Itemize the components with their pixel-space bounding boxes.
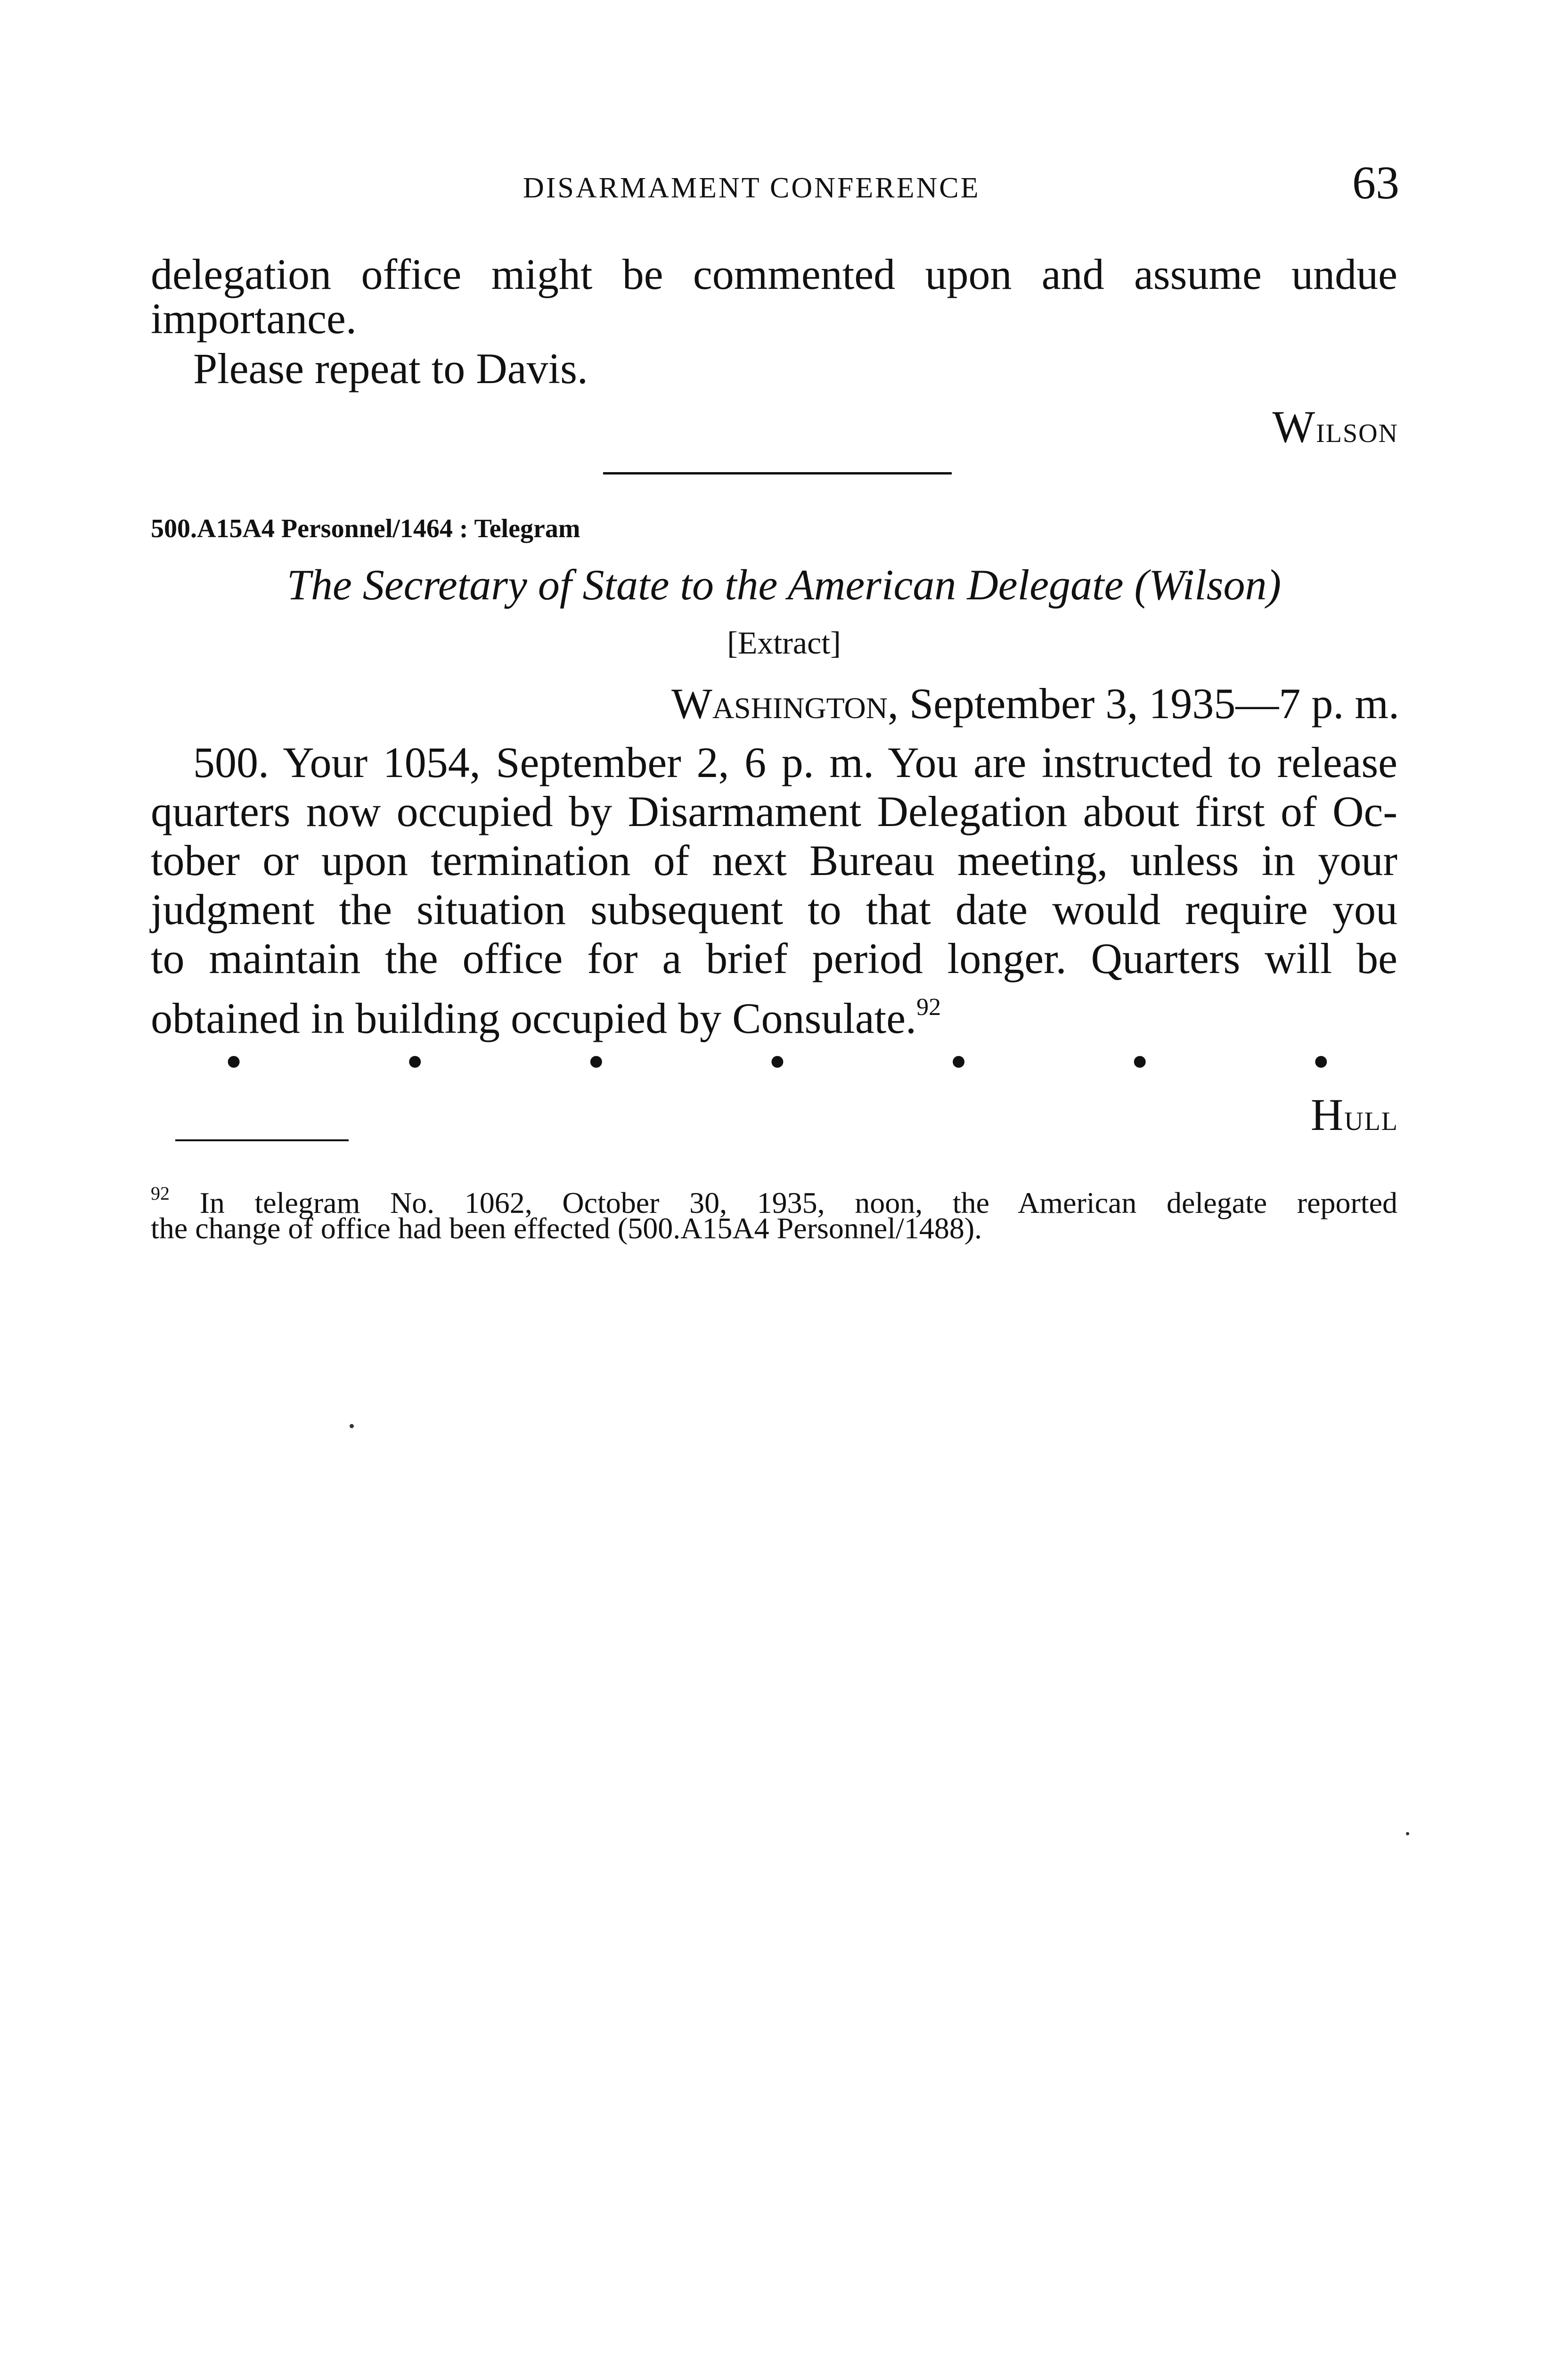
previous-text-line-2: importance. bbox=[151, 294, 357, 343]
footnote-line-2: the change of office had been effected (500.A15A4 Personnel/1488). bbox=[151, 1211, 982, 1245]
ellipsis-dot: • bbox=[407, 1038, 423, 1086]
footnote-line-1-text: In telegram No. 1062, October 30, 1935, noon, the American delegate reported bbox=[199, 1186, 1398, 1219]
document-signature: Hull bbox=[1310, 1089, 1398, 1140]
ellipsis-dot: • bbox=[951, 1038, 966, 1086]
section-divider bbox=[603, 472, 952, 474]
print-speck bbox=[350, 1424, 354, 1428]
dateline-place: Washington bbox=[671, 679, 888, 728]
footnote-reference-92: 92 bbox=[916, 994, 941, 1021]
body-line-2: quarters now occupied by Disarmament Delegation about first of Oc- bbox=[151, 787, 1397, 835]
body-line-6-text: obtained in building occupied by Consulate. bbox=[151, 994, 917, 1042]
previous-text-line-1: delegation office might be commented upon and assume undue bbox=[151, 250, 1397, 298]
heading-recipient: (Wilson) bbox=[1134, 561, 1282, 609]
extract-label: [Extract] bbox=[727, 625, 841, 661]
body-line-1: 500. Your 1054, September 2, 6 p. m. You are instructed to release bbox=[193, 738, 1397, 786]
body-line-5: to maintain the office for a brief period longer. Quarters will be bbox=[151, 934, 1397, 982]
dateline bbox=[671, 679, 1399, 728]
ellipsis-dot: • bbox=[226, 1038, 242, 1086]
print-speck bbox=[1406, 1832, 1409, 1835]
body-line-3: tober or upon termination of next Bureau meeting, unless in your bbox=[151, 836, 1397, 884]
body-line-4: judgment the situation subsequent to that date would require you bbox=[151, 885, 1397, 933]
ellipsis-dot: • bbox=[588, 1038, 604, 1086]
ellipsis-dot: • bbox=[1313, 1038, 1329, 1086]
running-head: DISARMAMENT CONFERENCE bbox=[523, 172, 980, 204]
previous-signature: Wilson bbox=[1272, 401, 1398, 452]
page-number: 63 bbox=[1352, 156, 1399, 209]
document-heading bbox=[0, 560, 1568, 610]
footnote-divider bbox=[175, 1139, 349, 1141]
footnote-marker: 92 bbox=[151, 1183, 170, 1204]
body-line-6 bbox=[151, 983, 1397, 1043]
file-reference: 500.A15A4 Personnel/1464 : Telegram bbox=[151, 514, 580, 543]
ellipsis-omission bbox=[226, 1037, 1329, 1087]
previous-text-line-3: Please repeat to Davis. bbox=[193, 344, 588, 393]
heading-sender: The Secretary of State to the American Delegate bbox=[286, 561, 1124, 609]
dateline-date: , September 3, 1935—7 p. m. bbox=[888, 679, 1399, 728]
ellipsis-dot: • bbox=[769, 1038, 785, 1086]
ellipsis-dot: • bbox=[1132, 1038, 1148, 1086]
